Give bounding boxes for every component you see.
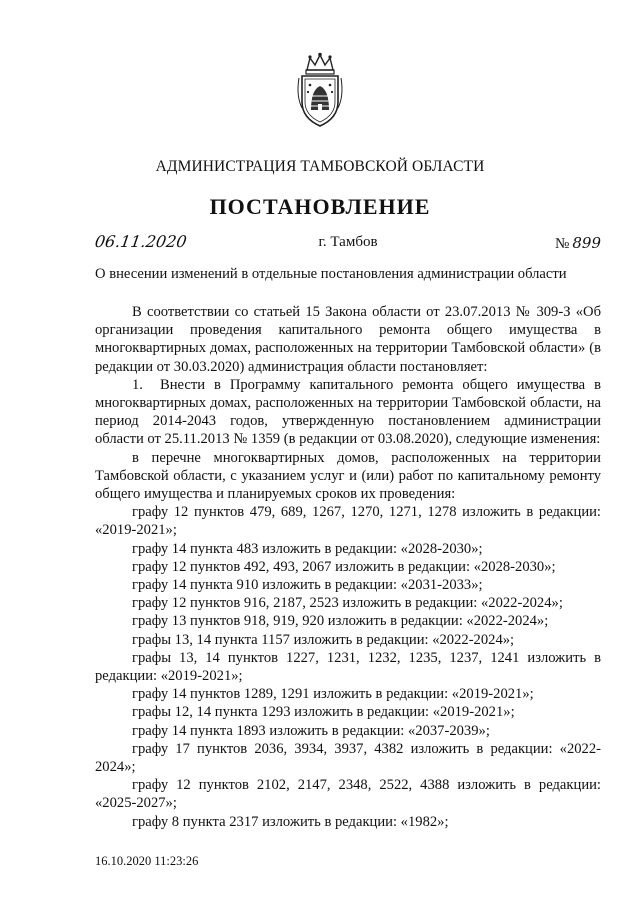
body-paragraph: графу 17 пунктов 2036, 3934, 3937, 4382 изложить в редакции: «2022-2024»; (95, 740, 601, 776)
body-paragraph: графу 14 пунктов 1289, 1291 изложить в редакции: «2019-2021»; (132, 686, 534, 703)
body-paragraph: графы 12, 14 пункта 1293 изложить в редакции: «2019-2021»; (132, 704, 515, 721)
body-paragraph: графы 13, 14 пункта 1157 изложить в редакции: «2022-2024»; (132, 631, 515, 648)
body-paragraph: графу 8 пункта 2317 изложить в редакции: «1982»; (132, 813, 449, 830)
body-paragraph: графу 12 пунктов 2102, 2147, 2348, 2522, 4388 изложить в редакции: «2025-2027»; (95, 777, 601, 812)
body-paragraph: графу 14 пункта 910 изложить в редакции: «2031-2033»; (132, 577, 483, 594)
preamble-paragraph: В соответствии со статьей 15 Закона области от 23.07.2013 № 309-З «Об организации проведения капитального ремонта общего имущества в многоквартирных домах, расположенных на территории Тамбовской области» (в редакции от 30.03.2020) администрация области постановляет: (95, 304, 601, 375)
body-paragraph: графу 12 пунктов 479, 689, 1267, 1270, 1271, 1278 изложить в редакции: «2019-2021»; (95, 504, 601, 539)
handwritten-number: 899 (572, 234, 601, 252)
body-paragraph: графу 14 пункта 1893 изложить в редакции: «2037-2039»; (132, 722, 490, 739)
number-sign: № (555, 236, 570, 252)
organization-name: АДМИНИСТРАЦИЯ ТАМБОВСКОЙ ОБЛАСТИ (155, 158, 485, 175)
body-paragraph: графу 14 пункта 483 изложить в редакции: «2028-2030»; (132, 540, 483, 557)
document-subject: О внесении изменений в отдельные постановления администрации области (95, 266, 567, 282)
document-header-row (95, 232, 601, 254)
body-paragraph: графу 12 пунктов 492, 493, 2067 изложить в редакции: «2028-2030»; (132, 558, 556, 575)
city-name: г. Тамбов (318, 234, 378, 250)
body-paragraph: в перечне многоквартирных домов, расположенных на территории Тамбовской области, с указанием услуг и (или) работ по капитальному ремонту общего имущества и планируемых сроков их проведения: (95, 449, 601, 503)
item-text: Внести в Программу капитального ремонта общего имущества в многоквартирных домах, расположенных на территории Тамбовской области, на период 2014-2043 годов, утвержденную постановлением администрации области от 25.11.2013 № 1359 (в редакции от 03.08.2020), следующие изменения: (95, 376, 601, 448)
body-paragraph: графу 13 пунктов 918, 919, 920 изложить в редакции: «2022-2024»; (132, 613, 549, 630)
document-number (555, 234, 601, 253)
print-timestamp: 16.10.2020 11:23:26 (95, 854, 199, 868)
item-number: 1. (132, 376, 143, 393)
body-paragraph: графу 12 пунктов 916, 2187, 2523 изложить в редакции: «2022-2024»; (132, 595, 563, 612)
document-body (95, 303, 601, 831)
item-1-paragraph (95, 376, 601, 449)
document-type-title: ПОСТАНОВЛЕНИЕ (209, 194, 431, 219)
coat-of-arms-emblem-icon (293, 52, 347, 130)
body-paragraph: графы 13, 14 пунктов 1227, 1231, 1232, 1235, 1237, 1241 изложить в редакции: «2019-2021»; (95, 649, 601, 685)
handwritten-date: 06.11.2020 (93, 232, 188, 251)
